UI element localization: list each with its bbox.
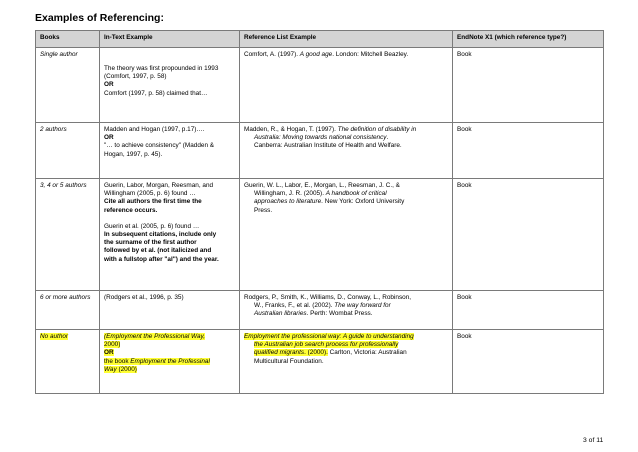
intext-cell bbox=[100, 291, 240, 330]
reference-cell bbox=[240, 291, 453, 330]
type-cell: Book bbox=[453, 291, 604, 330]
ref-title: A good age bbox=[299, 51, 333, 58]
row-label bbox=[36, 330, 100, 394]
table-row bbox=[36, 291, 604, 330]
intext-cell bbox=[100, 48, 240, 123]
intext-cell bbox=[100, 330, 240, 394]
row-label-text: Single author bbox=[40, 51, 78, 58]
ref-text: . Perth: Wombat Press. bbox=[306, 310, 373, 318]
type-cell: Book bbox=[453, 48, 604, 123]
ref-text: Comfort, A. (1997). bbox=[244, 51, 300, 58]
intext-line: reference occurs. bbox=[104, 206, 158, 214]
row-label bbox=[36, 179, 100, 291]
row-label-text: 3, 4 or 5 authors bbox=[40, 182, 87, 189]
ref-text: Canberra: Australian Institute of Health and Welfare. bbox=[254, 142, 402, 150]
ref-title: Australian libraries bbox=[254, 310, 307, 318]
table-row bbox=[36, 123, 604, 179]
intext-line: (Employment the Professional Way, bbox=[104, 333, 205, 340]
intext-line: Cite all authors the first time the bbox=[104, 198, 202, 206]
intext-or: OR bbox=[104, 134, 114, 142]
intext-line: In subsequent citations, include only bbox=[104, 231, 217, 239]
intext-or: OR bbox=[104, 81, 114, 89]
page-number: 3 of 11 bbox=[583, 437, 604, 444]
ref-text: . New York: Oxford University bbox=[321, 198, 405, 206]
header-reference-list: Reference List Example bbox=[240, 31, 453, 48]
intext-line: 2000) bbox=[104, 341, 121, 349]
ref-text: Carlton, Victoria: Australian bbox=[327, 349, 407, 357]
reference-cell bbox=[240, 179, 453, 291]
ref-title: The way forward for bbox=[334, 302, 391, 310]
intext-line: followed by et al. (not italicized and bbox=[104, 247, 212, 255]
page-title: Examples of Referencing: bbox=[35, 12, 164, 24]
ref-title: The definition of disability in bbox=[337, 126, 417, 133]
intext-line: Madden and Hogan (1997, p.17)…. bbox=[104, 126, 205, 133]
referencing-table bbox=[35, 30, 604, 394]
intext-line: The theory was first propounded in 1993 bbox=[104, 65, 219, 72]
intext-line: Way bbox=[104, 365, 117, 373]
ref-text: . bbox=[386, 134, 389, 142]
type-cell: Book bbox=[453, 123, 604, 179]
type-cell: Book bbox=[453, 179, 604, 291]
intext-line: Guerin et al. (2005, p. 6) found … bbox=[104, 222, 200, 230]
row-label bbox=[36, 48, 100, 123]
ref-title: Australia: Moving towards national consistency bbox=[254, 134, 387, 142]
reference-cell bbox=[240, 330, 453, 394]
ref-text: Guerin, W. L., Labor, E., Morgan, L., Reesman, J. C., & bbox=[244, 182, 400, 189]
intext-line: Willingham (2005, p. 6) found … bbox=[104, 190, 196, 198]
table-header-row bbox=[36, 31, 604, 48]
ref-text: Rodgers, P., Smith, K., Williams, D., Conway, L., Robinson, bbox=[244, 294, 412, 301]
ref-text: . (2000). bbox=[304, 349, 328, 357]
intext-line: with a fullstop after "al") and the year. bbox=[104, 255, 219, 263]
row-label-text: 6 or more authors bbox=[40, 294, 91, 301]
header-intext: In-Text Example bbox=[100, 31, 240, 48]
intext-line: "… to achieve consistency" (Madden & bbox=[104, 142, 215, 150]
ref-title: qualified migrants bbox=[254, 349, 305, 357]
table-row bbox=[36, 179, 604, 291]
intext-line: (Comfort, 1997, p. 58) bbox=[104, 73, 167, 81]
ref-title: the Australian job search process for professionally bbox=[254, 341, 399, 349]
ref-text: Madden, R., & Hogan, T. (1997). bbox=[244, 126, 338, 133]
ref-text: Multicultural Foundation. bbox=[254, 357, 324, 365]
row-label-text: 2 authors bbox=[40, 126, 67, 133]
intext-line: Employment the Professinal bbox=[130, 357, 210, 365]
intext-line: (Rodgers et al., 1996, p. 35) bbox=[104, 294, 184, 301]
intext-cell bbox=[100, 179, 240, 291]
row-label bbox=[36, 123, 100, 179]
table-row bbox=[36, 48, 604, 123]
intext-line: (2000) bbox=[116, 365, 137, 373]
type-cell: Book bbox=[453, 330, 604, 394]
header-endnote: EndNote X1 (which reference type?) bbox=[453, 31, 604, 48]
reference-cell bbox=[240, 123, 453, 179]
intext-line: Hogan, 1997, p. 45). bbox=[104, 150, 163, 158]
intext-or: OR bbox=[104, 349, 114, 357]
ref-title: Employment the professional way: A guide to understanding bbox=[244, 333, 414, 340]
intext-line: the surname of the first author bbox=[104, 239, 197, 247]
row-label bbox=[36, 291, 100, 330]
ref-title: approaches to literature bbox=[254, 198, 322, 206]
ref-text: . London: Mitchell Beazley. bbox=[332, 51, 409, 58]
row-label-text: No author bbox=[40, 333, 69, 340]
header-books: Books bbox=[36, 31, 100, 48]
intext-line: Comfort (1997, p. 58) claimed that… bbox=[104, 89, 208, 97]
table-row bbox=[36, 330, 604, 394]
intext-line: Guerin, Labor, Morgan, Reesman, and bbox=[104, 182, 214, 189]
ref-text: W., Franks, F., et al. (2002). bbox=[254, 302, 335, 310]
ref-text: Press. bbox=[254, 206, 273, 214]
intext-cell bbox=[100, 123, 240, 179]
reference-cell bbox=[240, 48, 453, 123]
ref-text: Willingham, J. R. (2005). bbox=[254, 190, 326, 198]
ref-title: A handbook of critical bbox=[325, 190, 387, 198]
intext-line: the book bbox=[104, 357, 131, 365]
